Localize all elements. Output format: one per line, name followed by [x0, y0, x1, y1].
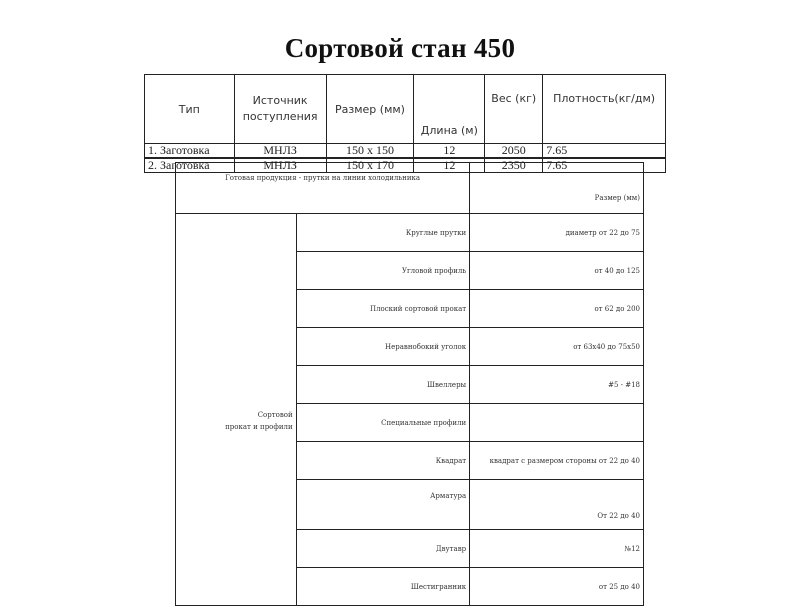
cell-density: 7.65 — [543, 144, 666, 159]
cell-length: 12 — [414, 158, 485, 173]
cell-size: 150 x 150 — [326, 144, 414, 159]
table-row — [176, 214, 644, 252]
product-size: диаметр от 22 до 75 — [470, 214, 644, 252]
product-name: Круглые прутки — [296, 214, 469, 252]
header-density: Плотность(кг/дм) — [543, 75, 666, 144]
cell-density: 7.65 — [543, 158, 666, 173]
cell-weight: 2350 — [485, 158, 543, 173]
product-name: Квадрат — [296, 442, 469, 480]
cell-source: МНЛЗ — [234, 144, 326, 159]
header-type: Тип — [145, 75, 235, 144]
product-name: Неравнобокий уголок — [296, 328, 469, 366]
cell-length: 12 — [414, 144, 485, 159]
product-table-header — [176, 163, 644, 214]
page-title: Сортовой стан 450 — [284, 33, 516, 63]
product-size: От 22 до 40 — [470, 480, 644, 530]
product-name: Двутавр — [296, 530, 469, 568]
product-name: Плоский сортовой прокат — [296, 290, 469, 328]
header-source — [234, 75, 326, 144]
product-name: Арматура — [296, 480, 469, 530]
product-name: Угловой профиль — [296, 252, 469, 290]
group-label — [176, 214, 297, 606]
cell-size: 150 x 170 — [326, 158, 414, 173]
header-products: Готовая продукция - прутки на линии холодильника — [176, 163, 470, 214]
billet-table-header — [145, 75, 666, 144]
product-size: от 62 до 200 — [470, 290, 644, 328]
product-size: #5 - #18 — [470, 366, 644, 404]
header-source-text: Источник поступления — [242, 94, 318, 123]
cell-source: МНЛЗ — [234, 158, 326, 173]
product-table — [175, 162, 644, 606]
product-size: квадрат с размером стороны от 22 до 40 — [470, 442, 644, 480]
product-name: Шестигранник — [296, 568, 469, 606]
header-size: Размер (мм) — [326, 75, 414, 144]
product-size: от 63x40 до 75x50 — [470, 328, 644, 366]
group-label-line1: Сортовой — [257, 410, 293, 419]
product-size: №12 — [470, 530, 644, 568]
header-weight: Вес (кг) — [485, 75, 543, 144]
product-size: от 40 до 125 — [470, 252, 644, 290]
billet-table — [144, 74, 666, 173]
cell-type: 1. Заготовка — [145, 144, 235, 159]
header-size-mm: Размер (мм) — [470, 163, 644, 214]
cell-weight: 2050 — [485, 144, 543, 159]
product-name: Специальные профили — [296, 404, 469, 442]
header-length: Длина (м) — [414, 75, 485, 144]
table-row — [145, 144, 666, 159]
product-size: от 25 до 40 — [470, 568, 644, 606]
cell-type: 2. Заготовка — [145, 158, 235, 173]
group-label-line2: прокат и профили — [225, 422, 293, 431]
product-size — [470, 404, 644, 442]
product-name: Швеллеры — [296, 366, 469, 404]
